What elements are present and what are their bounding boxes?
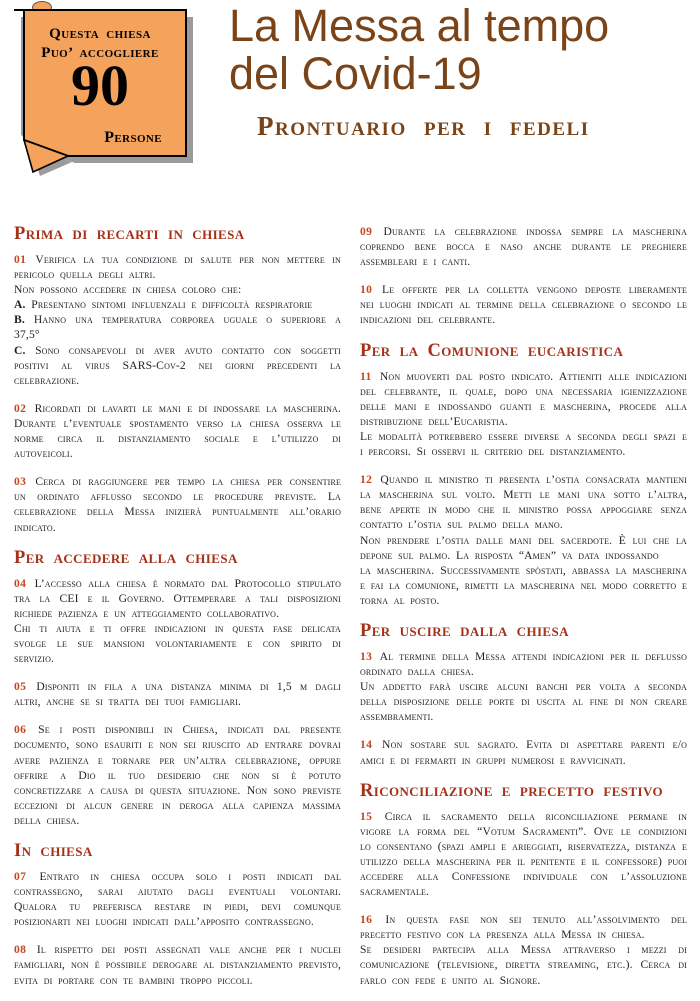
item-number: 08 bbox=[14, 943, 27, 957]
item-line: 12 Quando il ministro ti presenta l’ostia consacrata mantieni la mascherina sul volto. Metti le mani una sotto l’altra, bene aperte in modo che il ministro possa appoggiare senza contatto l’ostia sul palmo della mano. bbox=[360, 473, 687, 532]
item-number: 09 bbox=[360, 225, 373, 238]
page-subtitle: Prontuario per i fedeli bbox=[257, 111, 590, 141]
item-number: 06 bbox=[14, 723, 27, 737]
item-number: 11 bbox=[360, 369, 372, 383]
title-line-2: del Covid-19 bbox=[229, 48, 482, 99]
note-caption-line1: Questa chiesa bbox=[49, 26, 151, 42]
numbered-item-12 bbox=[360, 472, 687, 608]
list-letter: B. bbox=[14, 313, 34, 327]
item-line: Non possono accedere in chiesa coloro che: bbox=[14, 283, 242, 297]
item-number: 10 bbox=[360, 283, 373, 297]
item-number: 02 bbox=[14, 401, 27, 415]
section-heading: In chiesa bbox=[14, 841, 93, 861]
document-body bbox=[14, 224, 688, 1001]
item-line: 16 In questa fase non sei tenuto all’assolvimento del precetto festivo con la presenza alla Messa in chiesa. bbox=[360, 913, 687, 942]
numbered-item-07 bbox=[14, 869, 341, 929]
numbered-item-15 bbox=[360, 809, 687, 900]
item-number: 13 bbox=[360, 649, 373, 663]
title-line-1: La Messa al tempo bbox=[229, 0, 610, 51]
item-line: 03 Cerca di raggiungere per tempo la chiesa per consentire un ordinato afflusso secondo le procedure previste. La celebrazione della Messa inizierà puntualmente all’orario indicato. bbox=[14, 475, 341, 534]
numbered-item-01 bbox=[14, 252, 341, 388]
numbered-item-13 bbox=[360, 649, 687, 724]
item-line: 01 Verifica la tua condizione di salute per non mettere in pericolo quella degli altri. bbox=[14, 253, 341, 282]
item-line: 07 Entrato in chiesa occupa solo i posti indicati dal contrassegno, sarai aiutato dagli eventuali volontari. Qualora tu preferisca restare in piedi, devi comunque posizionarti nei luoghi indicati dall’apposito contrassegno. bbox=[14, 870, 341, 929]
item-line: la mascherina. Successivamente spòstati, abbassa la mascherina e fai la comunione, rimetti la mascherina nel modo corretto e torna al posto. bbox=[360, 563, 687, 607]
item-number: 14 bbox=[360, 738, 373, 752]
item-line: 02 Ricordati di lavarti le mani e di indossare la mascherina. Durante l’eventuale spostamento verso la chiesa osserva le norme circa il distanziamento sociale e l’utilizzo di autoveicoli. bbox=[14, 401, 341, 461]
item-line: Un addetto farà uscire alcuni banchi per volta a seconda della disposizione delle porte di uscita al fine di non creare assembramenti. bbox=[360, 680, 687, 724]
item-line: Chi ti aiuta e ti offre indicazioni in questa fase delicata svolge le sue mansioni volontariamente e con spirito di servizio. bbox=[14, 621, 341, 666]
item-line: B. Hanno una temperatura corporea uguale o superiore a 37,5° bbox=[14, 313, 341, 342]
item-line: 08 Il rispetto dei posti assegnati vale anche per i nuclei famigliari, non è possibile derogare al distanziamento previsto, evita di portare con te bambini troppo piccoli. bbox=[14, 943, 341, 987]
numbered-item-04 bbox=[14, 576, 341, 667]
page-title bbox=[229, 2, 691, 98]
list-letter: A. bbox=[14, 298, 32, 312]
numbered-item-03 bbox=[14, 474, 341, 534]
item-line: Le modalità potrebbero essere diverse a seconda degli spazi e i percorsi. Si osservi il criterio del distanziamento. bbox=[360, 429, 687, 459]
numbered-item-16 bbox=[360, 912, 687, 987]
section-heading: Per accedere alla chiesa bbox=[14, 547, 238, 568]
item-number: 12 bbox=[360, 473, 373, 487]
numbered-item-05 bbox=[14, 679, 341, 709]
item-line: 09 Durante la celebrazione indossa sempre la mascherina coprendo bene bocca e naso anche durante le preghiere assembleari e i canti. bbox=[360, 225, 687, 269]
numbered-item-09 bbox=[360, 224, 687, 269]
item-number: 16 bbox=[360, 913, 373, 927]
capacity-unit: Persone bbox=[104, 129, 162, 146]
section-heading: Prima di recarti in chiesa bbox=[14, 224, 245, 244]
column-left bbox=[14, 224, 341, 1001]
item-line: 05 Disponiti in fila a una distanza minima di 1,5 m dagli altri, anche se si tratta dei tuoi famigliari. bbox=[14, 680, 341, 709]
document-header bbox=[229, 2, 691, 142]
item-number: 03 bbox=[14, 475, 27, 489]
capacity-number: 90 bbox=[71, 53, 129, 118]
numbered-item-06 bbox=[14, 722, 341, 828]
list-letter: C. bbox=[14, 343, 36, 357]
note-caption-line2: Puo’ accogliere bbox=[41, 44, 159, 61]
item-line: 14 Non sostare sul sagrato. Evita di aspettare parenti e/o amici e di fermarti in gruppi numerosi e ravvicinati. bbox=[360, 738, 687, 767]
item-line: 11 Non muoverti dal posto indicato. Attieniti alle indicazioni del celebrante, il quale, dopo una necessaria igienizzazione delle mani e indossando guanti e mascherina, procede alla distribuzione dell’Eucaristia. bbox=[360, 369, 688, 428]
section-heading: Per la Comunione eucaristica bbox=[360, 340, 624, 361]
section-heading: Riconciliazione e precetto festivo bbox=[360, 780, 664, 801]
numbered-item-10 bbox=[360, 282, 687, 327]
item-line: 04 L’accesso alla chiesa è normato dal Protocollo stipulato tra la CEI e il Governo. Ottemperare a tali disposizioni richiede pazienza e un atteggiamento collaborativo. bbox=[14, 576, 341, 620]
capacity-sticky-note bbox=[12, 8, 194, 176]
item-line: C. Sono consapevoli di aver avuto contatto con soggetti positivi al virus SARS-Cov-2 nei giorni precedenti la celebrazione. bbox=[14, 343, 341, 387]
item-line: 10 Le offerte per la colletta vengono deposte liberamente nei luoghi indicati al termine della celebrazione o secondo le indicazioni del celebrante. bbox=[360, 283, 687, 327]
numbered-item-14 bbox=[360, 737, 687, 767]
item-number: 07 bbox=[14, 870, 27, 883]
item-number: 15 bbox=[360, 809, 373, 823]
section-heading: Per uscire dalla chiesa bbox=[360, 620, 569, 641]
item-line: 13 Al termine della Messa attendi indicazioni per il deflusso ordinato dalla chiesa. bbox=[360, 649, 687, 679]
item-number: 05 bbox=[14, 680, 27, 694]
item-number: 01 bbox=[14, 253, 27, 266]
numbered-item-11 bbox=[360, 369, 687, 460]
item-number: 04 bbox=[14, 576, 27, 590]
item-line: 15 Circa il sacramento della riconciliazione permane in vigore la forma del “Votum Sacramenti”. Ove le condizioni lo consentano (spazi ampli e arieggiati, riservatezza, distanza e utilizzo della mascherina per il penitente e il confessore) puoi accedere alla Confessione individuale con l’assoluzione sacramentale. bbox=[360, 809, 687, 899]
column-right bbox=[360, 224, 687, 1001]
numbered-item-08 bbox=[14, 942, 341, 987]
numbered-item-02 bbox=[14, 401, 341, 461]
item-line: Non prendere l’ostia dalle mani del sacerdote. È lui che la depone sul palmo. La risposta “Amen” va data indossando bbox=[360, 533, 687, 562]
item-line: 06 Se i posti disponibili in Chiesa, indicati dal presente documento, sono esauriti e non sei riuscito ad entrare dovrai avere pazienza e tornare per un’altra celebrazione, oppure offrire a Dio il tuo desiderio che non si è potuto concretizzare a causa di questa situazione. Non sono previste eccezioni di alcun genere in deroga alla capienza massima della chiesa. bbox=[14, 723, 341, 827]
item-line: Se desideri partecipa alla Messa attraverso i mezzi di comunicazione (televisione, diretta streaming, etc.). Cerca di farlo con fede e unito al Signore. bbox=[360, 943, 687, 987]
item-line: A. Presentano sintomi influenzali e difficoltà respiratorie bbox=[14, 298, 313, 312]
